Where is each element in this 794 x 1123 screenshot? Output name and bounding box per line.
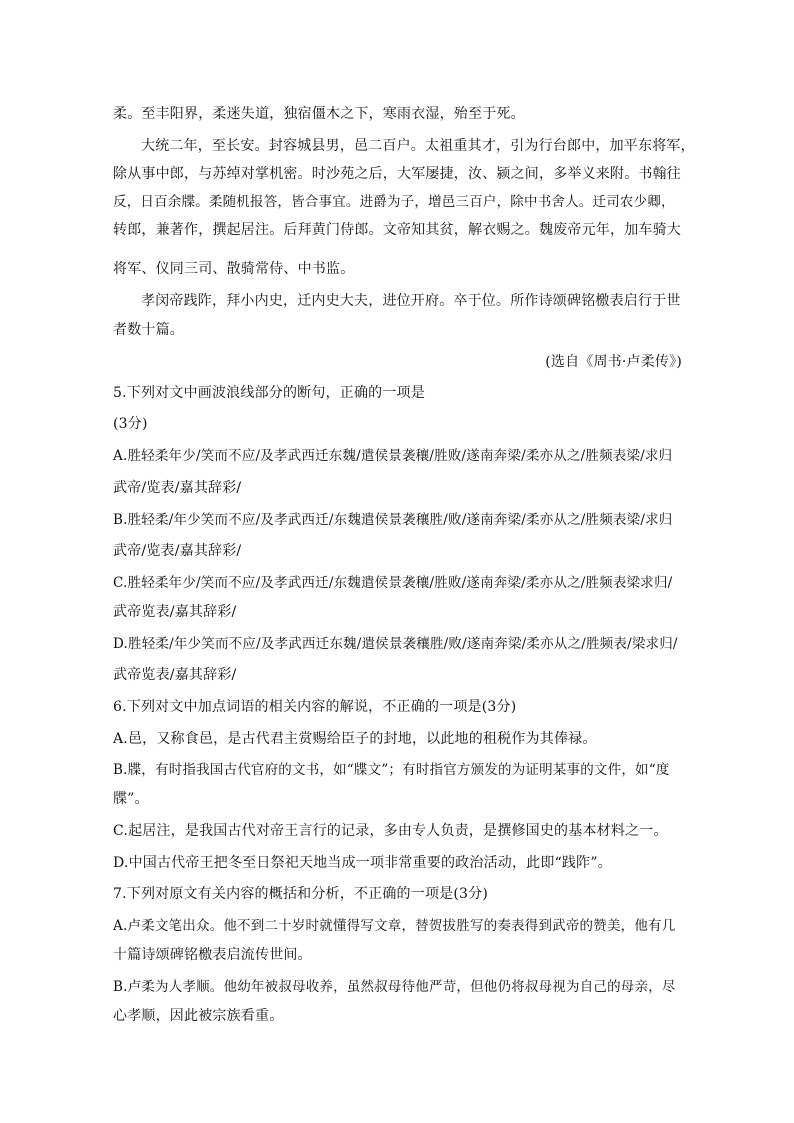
q6-option-b-line-2: 牒”。 [113, 791, 149, 807]
q5-option-a-line-1: A.胜轻柔年少/笑而不应/及孝武西迁东魏/遣侯景袭穰/胜败/遂南奔梁/柔亦从之/胜频表梁/求归 [113, 448, 673, 464]
q5-stem: 5.下列对文中画波浪线部分的断句，正确的一项是 [113, 385, 425, 401]
passage-p2-line-5: 将军、仪同三司、散骑常侍、中书监。 [113, 261, 355, 277]
q5-option-b-line-2: 武帝/览表/嘉其辞彩/ [113, 543, 242, 559]
passage-p3-line-2: 者数十篇。 [113, 322, 184, 338]
q5-option-c-line-2: 武帝览表/嘉其辞彩/ [113, 604, 237, 620]
passage-p2-line-3: 反，日百余牒。柔随机报答，皆合事宜。进爵为子，增邑三百户，除中书舍人。迁司农少卿， [113, 194, 675, 210]
q7-option-b-line-1: B.卢柔为人孝顺。他幼年被叔母收养，虽然叔母待他严苛，但他仍将叔母视为自己的母亲，尽 [113, 979, 676, 995]
q5-score: (3分) [113, 416, 148, 432]
q5-option-c-line-1: C.胜轻柔年少/笑而不应/及孝武西迁/东魏遣侯景袭穰/胜败/遂南奔梁/柔亦从之/胜频表梁求归/ [113, 575, 673, 591]
q7-option-a-line-2: 十篇诗颂碑铭檄表启流传世间。 [113, 947, 312, 963]
passage-p2-line-1: 大统二年，至长安。封容城县男，邑二百户。太祖重其才，引为行台郎中，加平东将军， [141, 138, 695, 154]
passage-p2-line-2: 除从事中郎，与苏绰对掌机密。时沙苑之后，大军屡捷，汝、颍之间，多举义来附。书翰往 [113, 166, 681, 182]
q5-option-d-line-2: 武帝览表/嘉其辞彩/ [113, 667, 237, 683]
q5-option-d-line-1: D.胜轻柔/年少笑而不应/及孝武西迁东魏/遣侯景袭穰胜/败/遂南奔梁/柔亦从之/胜频表/梁求归/ [113, 636, 678, 652]
source-citation: (选自《周书·卢柔传》) [545, 354, 682, 370]
q7-option-a-line-1: A.卢柔文笔出众。他不到二十岁时就懂得写文章，替贺拔胜写的奏表得到武帝的赞美，他有几 [113, 918, 676, 934]
q6-option-d: D.中国古代帝王把冬至日祭祀天地当成一项非常重要的政治活动，此即“践阼”。 [113, 855, 612, 871]
q6-option-a: A.邑，又称食邑，是古代君主赏赐给臣子的封地，以此地的租税作为其俸禄。 [113, 731, 597, 747]
q6-option-b-line-1: B.牒，有时指我国古代官府的文书，如“牒文”；有时指官方颁发的为证明某事的文件，如“度 [113, 762, 670, 778]
q7-option-b-line-2: 心孝顺，因此被宗族看重。 [113, 1008, 284, 1024]
q7-stem: 7.下列对原文有关内容的概括和分析，不正确的一项是(3分) [113, 886, 488, 902]
q6-stem: 6.下列对文中加点词语的相关内容的解说，不正确的一项是(3分) [113, 699, 517, 715]
q5-option-b-line-1: B.胜轻柔/年少笑而不应/及孝武西迁/东魏遣侯景袭穰胜/败/遂南奔梁/柔亦从之/胜频表梁/求归 [113, 512, 673, 528]
passage-p1-line-1: 柔。至丰阳界，柔迷失道，独宿僵木之下，寒雨衣湿，殆至于死。 [113, 106, 525, 122]
q6-option-c: C.起居注，是我国古代对帝王言行的记录，多由专人负责，是撰修国史的基本材料之一。 [113, 823, 668, 839]
passage-p3-line-1: 孝闵帝践阼，拜小内史，迁内史大夫，进位开府。卒于位。所作诗颂碑铭檄表启行于世 [141, 293, 681, 309]
q5-option-a-line-2: 武帝/览表/嘉其辞彩/ [113, 480, 242, 496]
passage-p2-line-4: 转郎，兼著作，撰起居注。后拜黄门侍郎。文帝知其贫，解衣赐之。魏废帝元年，加车骑大 [113, 222, 681, 238]
